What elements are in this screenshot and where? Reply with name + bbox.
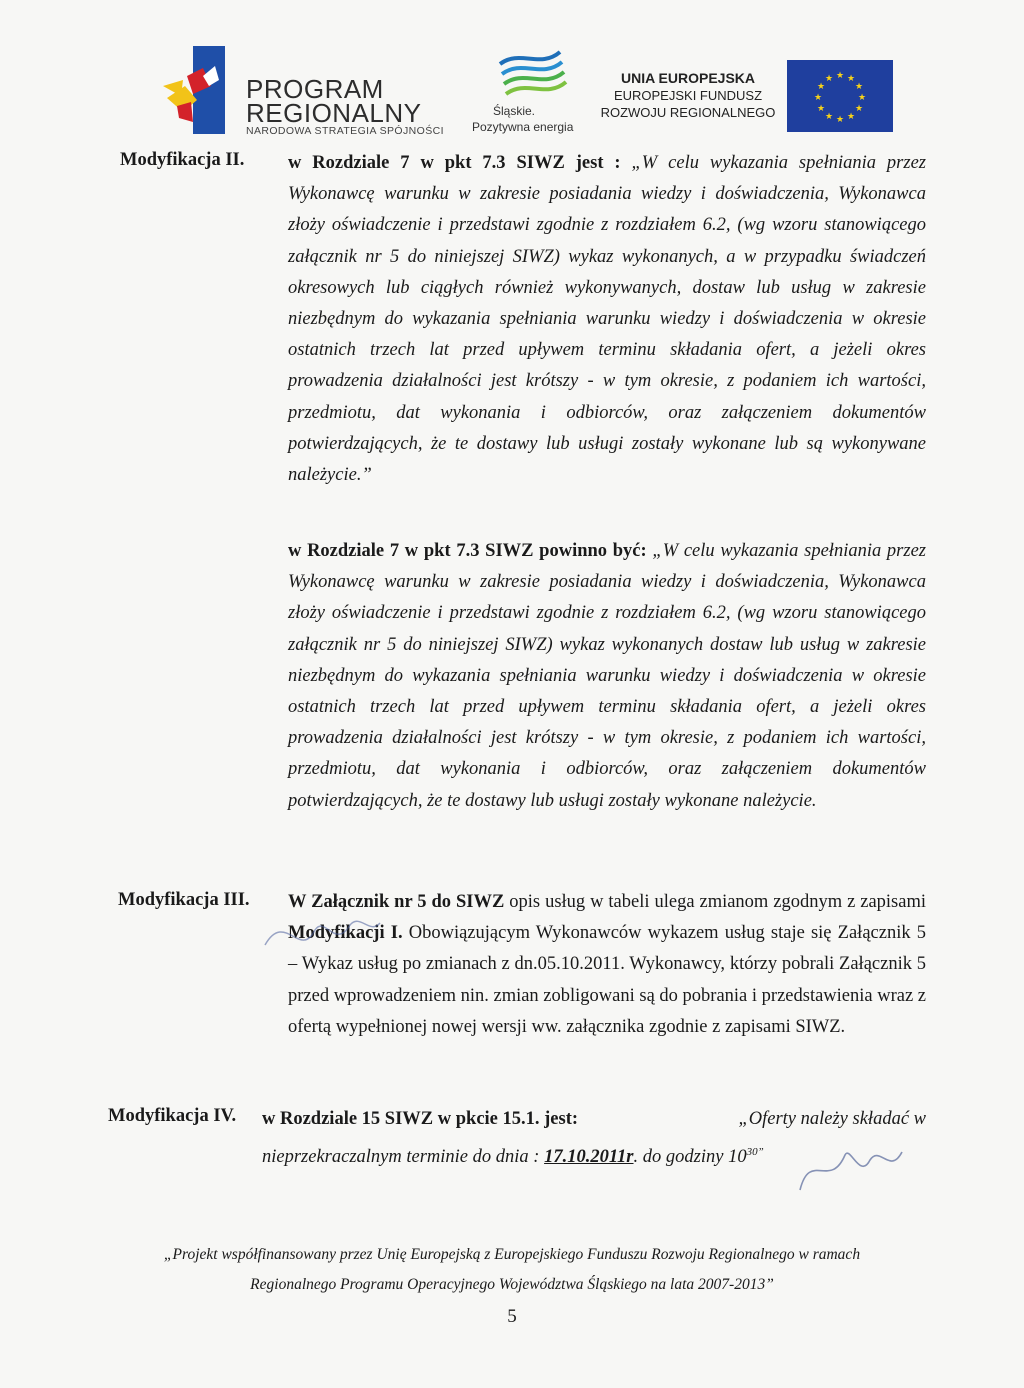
mod2-powinno-intro: w Rozdziale 7 w pkt 7.3 SIWZ powinno być:	[288, 541, 647, 561]
signature-right-icon	[790, 1140, 910, 1200]
svg-text:★: ★	[824, 112, 834, 122]
signature-mark-icon	[255, 905, 385, 965]
eu-line2: EUROPEJSKI FUNDUSZ	[613, 88, 763, 103]
svg-text:★: ★	[854, 82, 864, 92]
mod4-quote2: nieprzekraczalnym terminie do dnia :	[262, 1147, 545, 1168]
program-line2: REGIONALNY	[246, 98, 422, 128]
mod2-label: Modyfikacja II.	[120, 150, 245, 170]
mod4-line2	[262, 1137, 764, 1173]
svg-text:★: ★	[854, 104, 864, 114]
program-line1: PROGRAM	[246, 74, 384, 104]
page-number: 5	[507, 1306, 517, 1327]
svg-text:★: ★	[816, 82, 826, 92]
mod3-label: Modyfikacja III.	[118, 890, 250, 910]
footer-note	[80, 1240, 944, 1300]
footer-line1: „Projekt współfinansowany przez Unię Europejską z Europejskiego Funduszu Rozwoju Regionalnego w ramach	[163, 1246, 861, 1263]
mod4-label: Modyfikacja IV.	[108, 1106, 237, 1126]
mod3-bold2: Modyfikacji I.	[288, 923, 403, 944]
mod2-paragraph-powinno	[288, 536, 926, 817]
header-logos	[0, 40, 1024, 140]
slaskie-line1: Śląskie.	[493, 104, 536, 118]
eu-line1: UNIA EUROPEJSKA	[620, 70, 756, 86]
mod2-paragraph-jest	[288, 148, 926, 491]
program-regionalny-emblem-icon	[163, 46, 233, 134]
mod4-intro: w Rozdziale 15 SIWZ w pkcie 15.1. jest:	[262, 1109, 579, 1129]
eu-flag-icon	[787, 60, 893, 132]
svg-text:★: ★	[846, 74, 856, 84]
mod4-quote1: „Oferty należy składać w	[738, 1109, 926, 1129]
program-regionalny-logo	[163, 46, 444, 137]
mod4-sup: 30”	[746, 1146, 764, 1158]
mod3-text2: Obowiązującym Wykonawców wykazem usług staje się Załącznik 5 – Wykaz usług po zmianach z dn.05.10.2011. Wykonawcy, którzy pobrali Załącznik 5 przed wprowadzeniem nin. zmian zobligowani są do pobrania i przedstawienia wraz z ofertą wypełnionej nowej wersji ww. załącznika zgodnie z zapisami SIWZ.	[288, 923, 927, 1037]
slaskie-line2: Pozytywna energia	[472, 120, 574, 134]
svg-text:★: ★	[857, 93, 867, 103]
footer-line2: Regionalnego Programu Operacyjnego Województwa Śląskiego na lata 2007-2013”	[250, 1276, 774, 1293]
svg-text:★: ★	[813, 93, 823, 103]
mod3-bold1: W Załącznik nr 5 do SIWZ	[288, 892, 505, 912]
program-line3: NARODOWA STRATEGIA SPÓJNOŚCI	[246, 125, 444, 137]
svg-text:★: ★	[835, 115, 845, 125]
eu-line3: ROZWOJU REGIONALNEGO	[600, 105, 776, 120]
svg-text:★: ★	[846, 112, 856, 122]
mod3-text1: opis usług w tabeli ulega zmianom zgodnym z zapisami	[504, 892, 926, 912]
mod2-powinno-quote: „W celu wykazania spełniania przez Wykonawcę warunku w zakresie posiadania wiedzy i doświadczenia, Wykonawca złoży oświadczenie i przedstawi zgodnie z rozdziałem 6.2, (wg wzoru stanowiącego załącznik nr 5 do niniejszej SIWZ) wykaz wykonanych dostaw lub usług w zakresie niezbędnym do wykazania spełniania warunku wiedzy i doświadczenia w okresie ostatnich trzech lat przed upływem terminu składania ofert, a jeżeli okres prowadzenia działalności jest krótszy - w tym okresie, z podaniem ich wartości, przedmiotu, dat wykonania i odbiorców, oraz załączeniem dokumentów potwierdzających, że te dostawy lub usługi zostały wykonane należycie.	[288, 541, 926, 811]
svg-text:★: ★	[824, 74, 834, 84]
svg-text:★: ★	[816, 104, 826, 114]
mod2-jest-intro: w Rozdziale 7 w pkt 7.3 SIWZ jest :	[288, 153, 621, 173]
mod4-line1	[262, 1104, 926, 1135]
eu-text	[598, 70, 778, 121]
svg-text:★: ★	[835, 71, 845, 81]
mod2-jest-quote: „W celu wykazania spełniania przez Wykonawcę warunku w zakresie posiadania wiedzy i doświadczenia, Wykonawca złoży oświadczenie i przedstawi zgodnie z rozdziałem 6.2, (wg wzoru stanowiącego załącznik nr 5 do niniejszej SIWZ) wykaz wykonanych, a w przypadku świadczeń okresowych lub ciągłych również wykonywanych, dostaw lub usług w zakresie niezbędnym do wykazania spełniania warunku wiedzy i doświadczenia w okresie ostatnich trzech lat przed upływem terminu składania ofert, a jeżeli okres prowadzenia działalności jest krótszy - w tym okresie, z podaniem ich wartości, przedmiotu, dat wykonania i odbiorców, oraz załączeniem dokumentów potwierdzających, że te dostawy lub usługi zostały wykonane lub są wykonywane należycie.”	[288, 153, 926, 486]
mod4-quote3: . do godziny 10	[633, 1147, 747, 1168]
mod4-date: 17.10.2011r	[544, 1147, 634, 1168]
